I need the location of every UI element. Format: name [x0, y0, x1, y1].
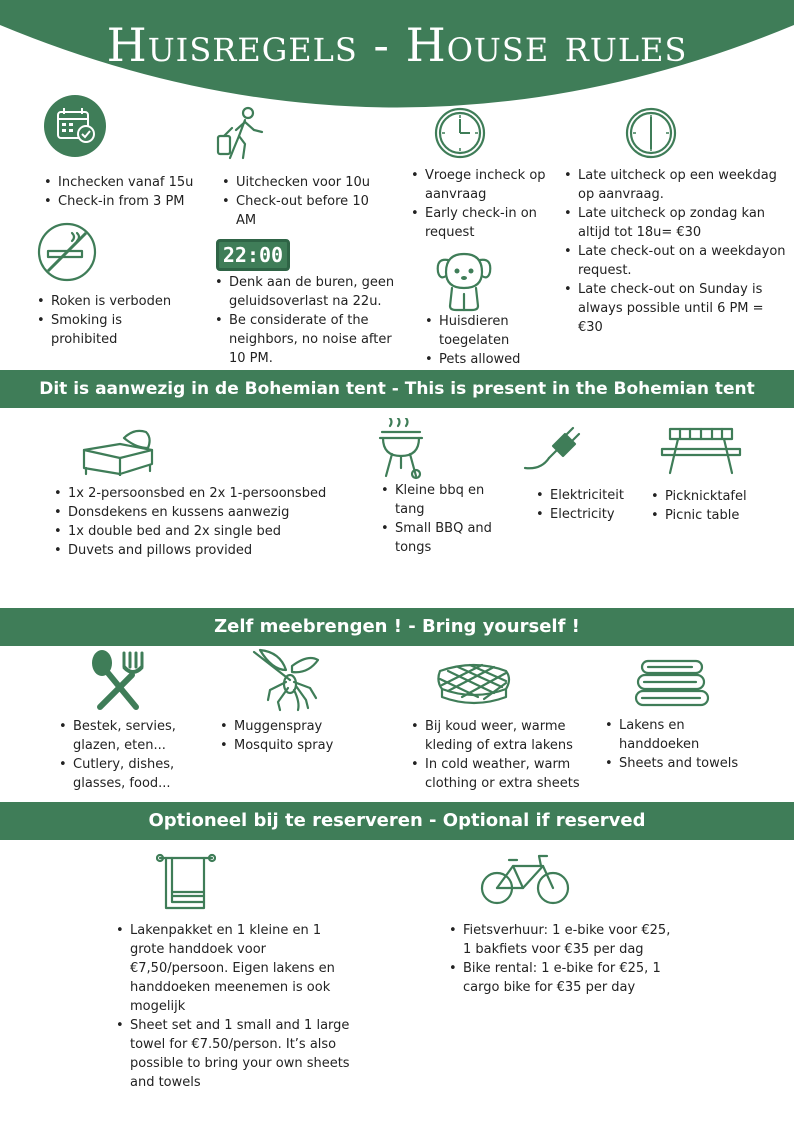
picnic-list [647, 487, 777, 525]
list-item: • Lakens en handdoeken [601, 716, 761, 754]
bicycle-icon [479, 852, 571, 906]
towel-rack-icon [156, 852, 216, 912]
list-item: • Bike rental: 1 e-bike for €25, 1 cargo bike for €35 per day [445, 959, 675, 997]
optional-heading: Optioneel bij te reserveren - Optional if reserved [0, 802, 794, 840]
noise-list [211, 273, 406, 368]
list-item: • Elektriciteit [532, 486, 642, 505]
list-item: • Smoking is prohibited [33, 311, 183, 349]
list-item: • Sheets and towels [601, 754, 761, 773]
cutlery-icon [88, 649, 146, 711]
list-item: • Electricity [532, 505, 642, 524]
list-item: • Uitchecken voor 10u [218, 173, 388, 192]
list-item: • Huisdieren toegelaten [421, 312, 531, 350]
list-item: • Lakenpakket en 1 kleine en 1 grote handdoek voor €7,50/persoon. Eigen lakens en handdoeken meenemen is ook mogelijk [112, 921, 357, 1016]
bed-icon [80, 424, 156, 476]
list-item: • 1x double bed and 2x single bed [50, 522, 350, 541]
checkout-list [218, 173, 388, 230]
bbq-list [377, 481, 497, 557]
list-item: • Be considerate of the neighbors, no noise after 10 PM. [211, 311, 406, 368]
mosquito-icon [250, 646, 322, 712]
list-item: • Kleine bbq en tang [377, 481, 497, 519]
bed-list [50, 484, 350, 560]
list-item: • Early check-in on request [407, 204, 547, 242]
list-item: • Denk aan de buren, geen geluidsoverlast na 22u. [211, 273, 406, 311]
present-heading: Dit is aanwezig in de Bohemian tent - This is present in the Bohemian tent [0, 370, 794, 408]
late-checkout-list [560, 166, 790, 337]
list-item: • Late uitcheck op een weekdag op aanvraag. [560, 166, 790, 204]
list-item: • Late check-out on a weekdayon request. [560, 242, 790, 280]
list-item: • Bestek, servies, glazen, eten... [55, 717, 195, 755]
list-item: • 1x 2-persoonsbed en 2x 1-persoonsbed [50, 484, 350, 503]
list-item: • Late check-out on Sunday is always possible until 6 PM = €30 [560, 280, 790, 337]
list-item: • Check-in from 3 PM [40, 192, 210, 211]
towels-icon [634, 659, 710, 707]
list-item: • Sheet set and 1 small and 1 large towel for €7.50/person. It’s also possible to bring your own sheets and towels [112, 1016, 357, 1092]
list-item: • Pets allowed [421, 350, 531, 369]
bring-heading: Zelf meebrengen ! - Bring yourself ! [0, 608, 794, 646]
page-title: Huisregels - House rules [106, 18, 688, 72]
pets-list [421, 312, 531, 369]
puppy-icon [432, 246, 496, 314]
checkin-list [40, 173, 210, 211]
bbq-icon [378, 418, 424, 480]
list-item: • Picnic table [647, 506, 777, 525]
list-item: • Small BBQ and tongs [377, 519, 497, 557]
cutlery-list [55, 717, 195, 793]
list-item: • Cutlery, dishes, glasses, food... [55, 755, 195, 793]
no-smoking-icon [36, 221, 98, 283]
linen-list [112, 921, 357, 1092]
list-item: • Fietsverhuur: 1 e-bike voor €25, 1 bakfiets voor €35 per dag [445, 921, 675, 959]
picnic-table-icon [660, 427, 742, 477]
list-item: • In cold weather, warm clothing or extra sheets [407, 755, 587, 793]
sheets-list [601, 716, 761, 773]
list-item: • Inchecken vanaf 15u [40, 173, 210, 192]
list-item: • Bij koud weer, warme kleding of extra lakens [407, 717, 587, 755]
list-item: • Check-out before 10 AM [218, 192, 388, 230]
traveler-icon [212, 104, 270, 162]
smoking-list [33, 292, 183, 349]
mosquito-list [216, 717, 366, 755]
list-item: • Duvets and pillows provided [50, 541, 350, 560]
digital-clock-display: 22:00 [222, 243, 284, 267]
list-item: • Vroege incheck op aanvraag [407, 166, 547, 204]
digital-clock-icon [216, 239, 290, 271]
list-item: • Donsdekens en kussens aanwezig [50, 503, 350, 522]
plug-icon [523, 424, 583, 472]
electricity-list [532, 486, 642, 524]
list-item: • Muggenspray [216, 717, 366, 736]
bike-list [445, 921, 675, 997]
clock-6-icon [624, 106, 678, 160]
cold-weather-list [407, 717, 587, 793]
early-checkin-list [407, 166, 547, 242]
list-item: • Roken is verboden [33, 292, 183, 311]
blanket-icon [434, 657, 514, 707]
calendar-icon [44, 95, 106, 157]
list-item: • Picknicktafel [647, 487, 777, 506]
list-item: • Late uitcheck op zondag kan altijd tot 18u= €30 [560, 204, 790, 242]
clock-3-icon [433, 106, 487, 160]
list-item: • Mosquito spray [216, 736, 366, 755]
